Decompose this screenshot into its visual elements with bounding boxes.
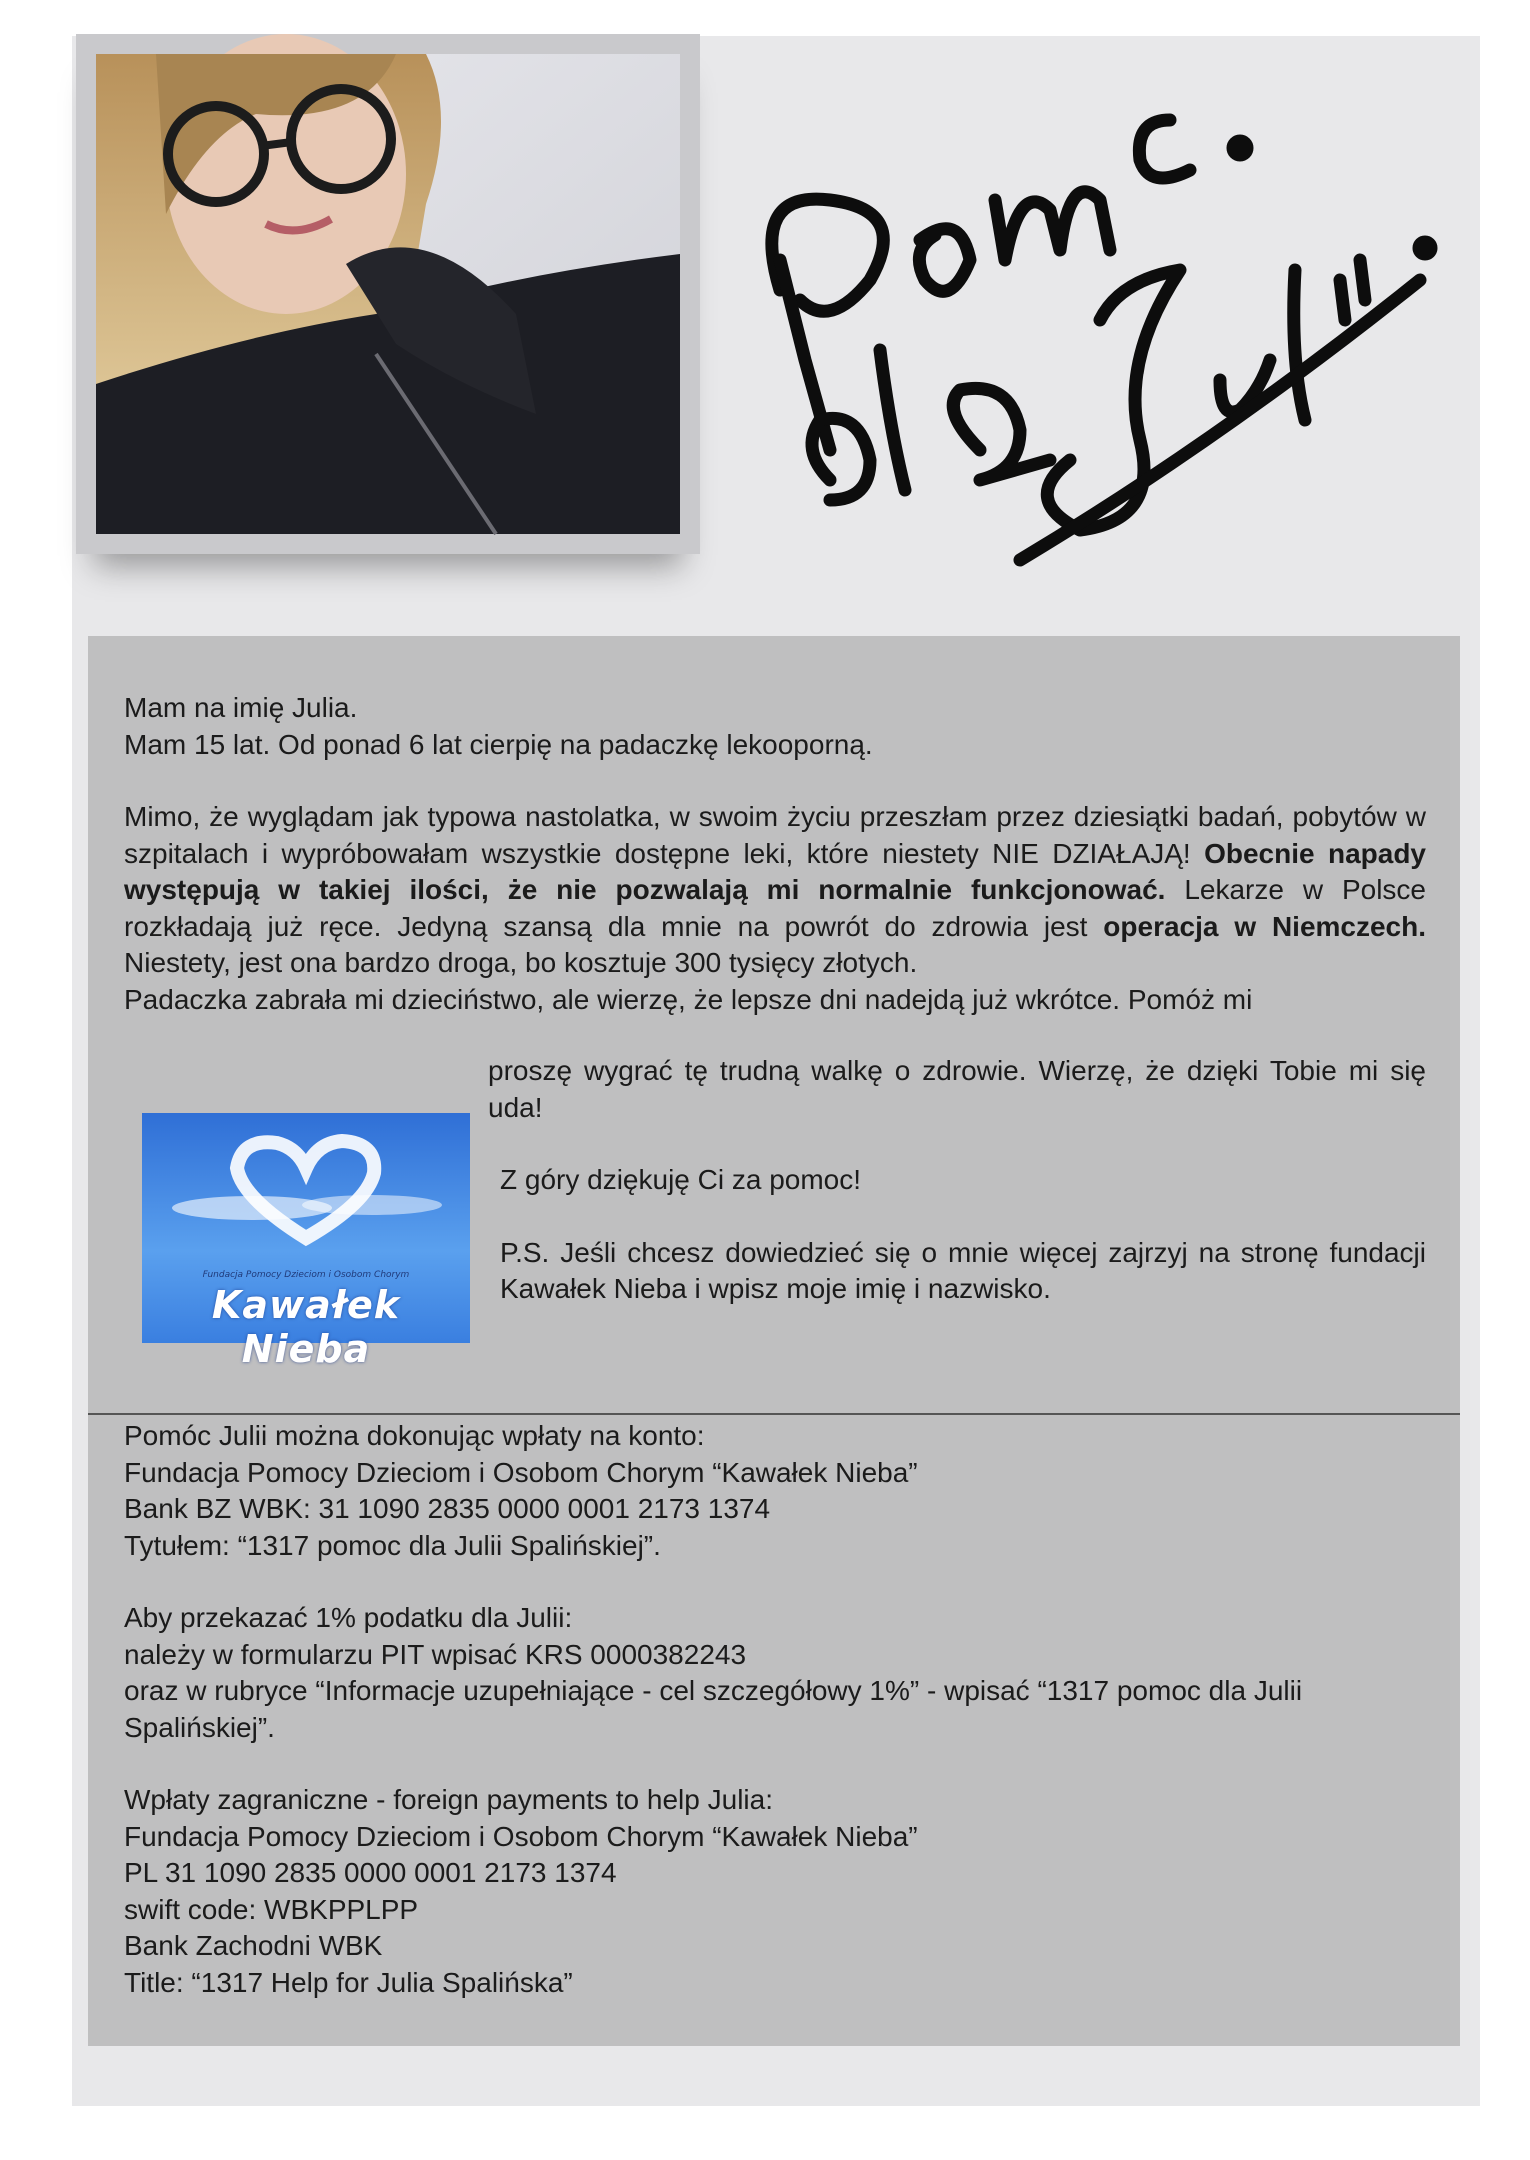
intro-line-name: Mam na imię Julia.: [124, 692, 358, 723]
intro-text: [124, 690, 1426, 1018]
foreign-foundation: Fundacja Pomocy Dzieciom i Osobom Chorym “Kawałek Nieba”: [124, 1820, 918, 1852]
kawalek-nieba-logo: [142, 1113, 470, 1371]
logo-tagline: Fundacja Pomocy Dzieciom i Osobom Chorym: [202, 1270, 410, 1280]
portrait-photo: [96, 54, 680, 534]
thanks-line: Z góry dziękuję Ci za pomoc!: [500, 1164, 862, 1195]
logo-name: Kawałek Nieba: [211, 1283, 401, 1371]
title-signature: [720, 60, 1440, 640]
ps-note: P.S. Jeśli chcesz dowiedzieć się o mnie więcej zajrzyj na stronę fundacji Kawałek Nieba i wpisz moje imię i nazwisko.: [500, 1236, 1426, 1304]
payment-foundation: Fundacja Pomocy Dzieciom i Osobom Chorym “Kawałek Nieba”: [124, 1456, 918, 1488]
tax-rubric: oraz w rubryce “Informacje uzupełniające - cel szczegółowy 1%” - wpisać “1317 pomoc dla Julii Spalińskiej”.: [124, 1675, 1303, 1743]
payment-bank-account: Bank BZ WBK: 31 1090 2835 0000 0001 2173 1374: [124, 1493, 771, 1524]
payment-intro: Pomóc Julii można dokonując wpłaty na konto:: [124, 1420, 705, 1451]
payment-info: [124, 1418, 1454, 2001]
foreign-iban: PL 31 1090 2835 0000 0001 2173 1374: [124, 1857, 617, 1888]
section-divider: [88, 1413, 1460, 1415]
foreign-bank-name: Bank Zachodni WBK: [124, 1930, 383, 1961]
tax-krs: należy w formularzu PIT wpisać KRS 0000382243: [124, 1638, 747, 1670]
hope-paragraph-end: proszę wygrać tę trudną walkę o zdrowie. Wierzę, że dzięki Tobie mi się uda!: [488, 1055, 1426, 1123]
foreign-title: Title: “1317 Help for Julia Spalińska”: [124, 1966, 573, 1998]
foreign-intro: Wpłaty zagraniczne - foreign payments to help Julia:: [124, 1784, 773, 1815]
foreign-swift: swift code: WBKPPLPP: [124, 1893, 419, 1925]
hope-paragraph-start: Padaczka zabrała mi dzieciństwo, ale wierzę, że lepsze dni nadejdą już wkrótce. Pomóż mi: [124, 983, 1253, 1015]
tax-intro: Aby przekazać 1% podatku dla Julii:: [124, 1602, 573, 1633]
payment-title: Tytułem: “1317 pomoc dla Julii Spalińskiej”.: [124, 1529, 661, 1561]
intro-line-age: Mam 15 lat. Od ponad 6 lat cierpię na padaczkę lekooporną.: [124, 728, 873, 760]
story-paragraph: Mimo, że wyglądam jak typowa nastolatka, w swoim życiu przeszłam przez dziesiątki badań, pobytów w szpitalach i wypróbowałam wszystkie dostępne leki, które niestety NIE DZIAŁAJĄ! Obecnie napady występują w takiej ilości, że nie pozwalają mi normalnie funkcjonować. Lekarze w Polsce rozkładają już ręce. Jedyną szansą dla mnie na powrót do zdrowia jest operacja w Niemczech. Niestety, jest ona bardzo droga, bo kosztuje 300 tysięcy złotych.: [124, 801, 1427, 978]
closing-text: [500, 1162, 1426, 1308]
